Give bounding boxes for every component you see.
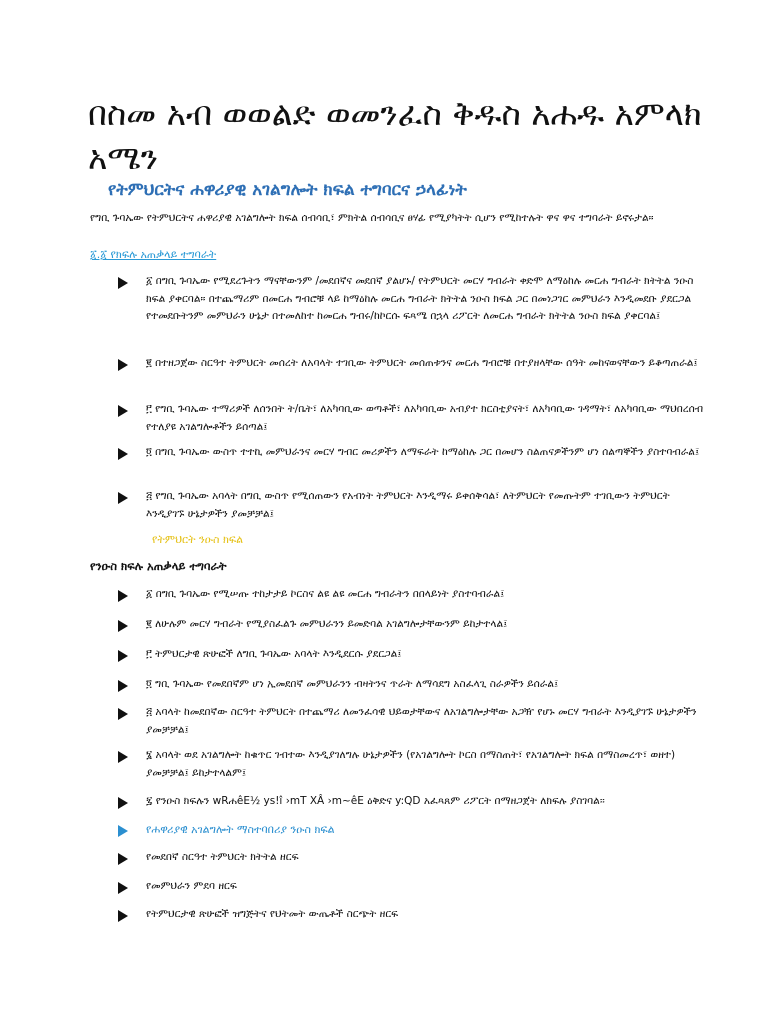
list-item-text: ፪ ለሁሉም መርሃ ግብራት የሚያስፈልጉ መምህራንን ይመድባል አገልግሎታቸውንም ይከታተላል፤ xyxy=(146,618,508,630)
list-item-text: ፭ የግቢ ጉባኤው አባላት በግቢ ውስጥ የሚሰጠውን የአብነት ትምህርት እንዲማሩ ይቀሰቅሳል፣ ለትምህርት የመጡትም ተገቢውን ትምህርት እንዲያገኙ ሁኔታዎችን ያመቻቻል፤ xyxy=(146,490,670,520)
list-item-text: ፮ አባላት ወደ አገልግሎት ከቁጥር ገብተው እንዲያገለግሉ ሁኔታዎችን (የአገልግሎት ኮርስ በማስጠት፣ የአገልግሎት ክፍል በማስመረጥ፣ ወዘተ) ያመቻቻል፤ ይከታተላልም፤ xyxy=(146,749,676,779)
arrow-bullet-icon xyxy=(118,882,128,894)
arrow-bullet-icon xyxy=(118,910,128,922)
list-item-text: ፪ በተዘጋጀው ስርዓተ ትምህርት መሰረት ለአባላት ተገቢው ትምህርት መሰጠቱንና መርሐ ግብሮቹ በተያዘላቸው ሰዓት መከናወናቸውን ይቆጣጠራል፤ xyxy=(146,357,698,369)
section1-heading-link[interactable]: ፩.፩ የክፍሉ አጠቃላይ ተግባራት xyxy=(90,248,217,261)
arrow-bullet-icon xyxy=(118,751,128,763)
section3-heading-link[interactable]: የሐዋሪያዊ አገልግሎት ማስተባበሪያ ንዑስ ክፍል xyxy=(146,823,335,836)
arrow-bullet-icon xyxy=(118,359,128,371)
arrow-bullet-icon xyxy=(118,590,128,602)
section-subtitle: የትምህርትና ሐዋሪያዊ አገልግሎት ክፍል ተግባርና ኃላፊነት xyxy=(108,180,467,200)
arrow-bullet-icon xyxy=(118,797,128,809)
section2-heading: የንዑስ ክፍሉ አጠቃላይ ተግባራት xyxy=(90,559,227,573)
list-item-text: ፩ በግቢ ጉባኤው የሚደረጉትን ማናቸውንም /መደበኛና መደበኛ ያልሆኑ/ የትምህርት መርሃ ግብራት ቀድሞ ለማዕከሉ መርሐ ግብራት ክትትል ንዑስ ክፍል ያቀርባል። በተጨማሪም በመርሐ ግብሮቹ ላይ ከማዕከሉ መርሐ ግብራት ክትትል ንዑስ ክፍል ጋር በመነጋገር መምህራን እንዲመደቡ ያደርጋል የተመደቡትንም መምህራን ሁኔታ በተመለከተ ከመርሐ ግብሩ/ከኮርሱ ፍጻሜ በኋላ ሪፖርት ለመርሐ ግብራት ክትትል ንዑስ ክፍል ያቀርባል፤ xyxy=(146,275,694,322)
arrow-bullet-icon xyxy=(118,448,128,460)
intro-paragraph: የግቢ ጉባኤው የትምህርትና ሐዋሪያዊ አገልግሎት ክፍል ሰብሳቢ፣ ምክትል ሰብሳቢና ፀሃፊ የሚያካትት ሲሆን የሚከተሉት ዋና ዋና ተግባራት ይኖሩታል። xyxy=(90,212,654,224)
arrow-bullet-icon xyxy=(118,708,128,720)
arrow-bullet-icon xyxy=(118,650,128,662)
arrow-bullet-icon xyxy=(118,277,128,289)
arrow-bullet-icon xyxy=(118,620,128,632)
list-item-text: ፩ በግቢ ጉባኤው የሚሠጡ ተከታታይ ኮርስና ልዩ ልዩ መርሐ ግብራትን በበላይነት ያስተባብራል፤ xyxy=(146,588,505,600)
list-item-text: ፫ የግቢ ጉባኤው ተማሪዎች ለሰንበት ት/ቤት፣ ለአካባቢው ወጣቶች፣ ለአካባቢው አብያተ ክርስቲያናት፣ ለአካባቢው ገዳማት፣ ለአካባቢው ማህበረሰብ የተለያዩ አገልግሎቶችን ይሰጣል፤ xyxy=(146,403,704,433)
list-item-text: ፫ ትምህርታዊ ጽሁፎች ለግቢ ጉባኤው አባላት እንዲደርሱ ያደርጋል፤ xyxy=(146,648,402,660)
list-item-text: ፯ የንዑስ ክፍሉን wRሐêE½ ys!î ›mT XÂ ›m~êE ዕቅድና y:QD አፈጻጸም ሪፖርት በማዘጋጀት ለክፍሉ ያስገባል፡፡ xyxy=(146,795,605,807)
list-item-text: የመምህራን ምደባ ዘርፍ xyxy=(146,880,237,892)
list-item-text: ፭ አባላት ከመደበኛው ስርዓተ ትምህርት በተጨማሪ ለመንፈሳዊ ህይወታቸውና ለአገልግሎታቸው አጋዥ የሆኑ መርሃ ግብራት እንዲያገኙ ሁኔታዎችን ያመቻቻል፤ xyxy=(146,706,697,736)
list-item-text: ፬ በግቢ ጉባኤው ውስጥ ተተኪ መምህራንና መርሃ ግብር መሪዎችን ለማፍራት ከማዕከሉ ጋር በመሆን ስልጠናዎችንም ሆነ ሰልጣኞችን ያስተባብራል፤ xyxy=(146,446,700,458)
list-item-text: የትምህርታዊ ጽሁፎች ዝግጅትና የህትመት ውጤቶች ስርጭት ዘርፍ xyxy=(146,908,399,920)
arrow-bullet-icon xyxy=(118,825,128,837)
arrow-bullet-icon xyxy=(118,405,128,417)
list-item-text: ፬ ግቢ ጉባኤው የመደበኛም ሆነ ኢመደበኛ መምህራንን ብዛትንና ጥራት ለማሳደግ አስፈላጊ ስራዎችን ይሰራል፤ xyxy=(146,678,559,690)
list-item-text: የመደበኛ ስርዓተ ትምህርት ክትትል ዘርፍ xyxy=(146,851,299,863)
subsection-highlight-label: የትምህርት ንዑስ ክፍል xyxy=(152,533,244,546)
page-title: በስመ አብ ወወልድ ወመንፈስ ቅዱስ አሐዱ አምላክ አሜን xyxy=(88,94,702,177)
arrow-bullet-icon xyxy=(118,492,128,504)
arrow-bullet-icon xyxy=(118,853,128,865)
arrow-bullet-icon xyxy=(118,680,128,692)
